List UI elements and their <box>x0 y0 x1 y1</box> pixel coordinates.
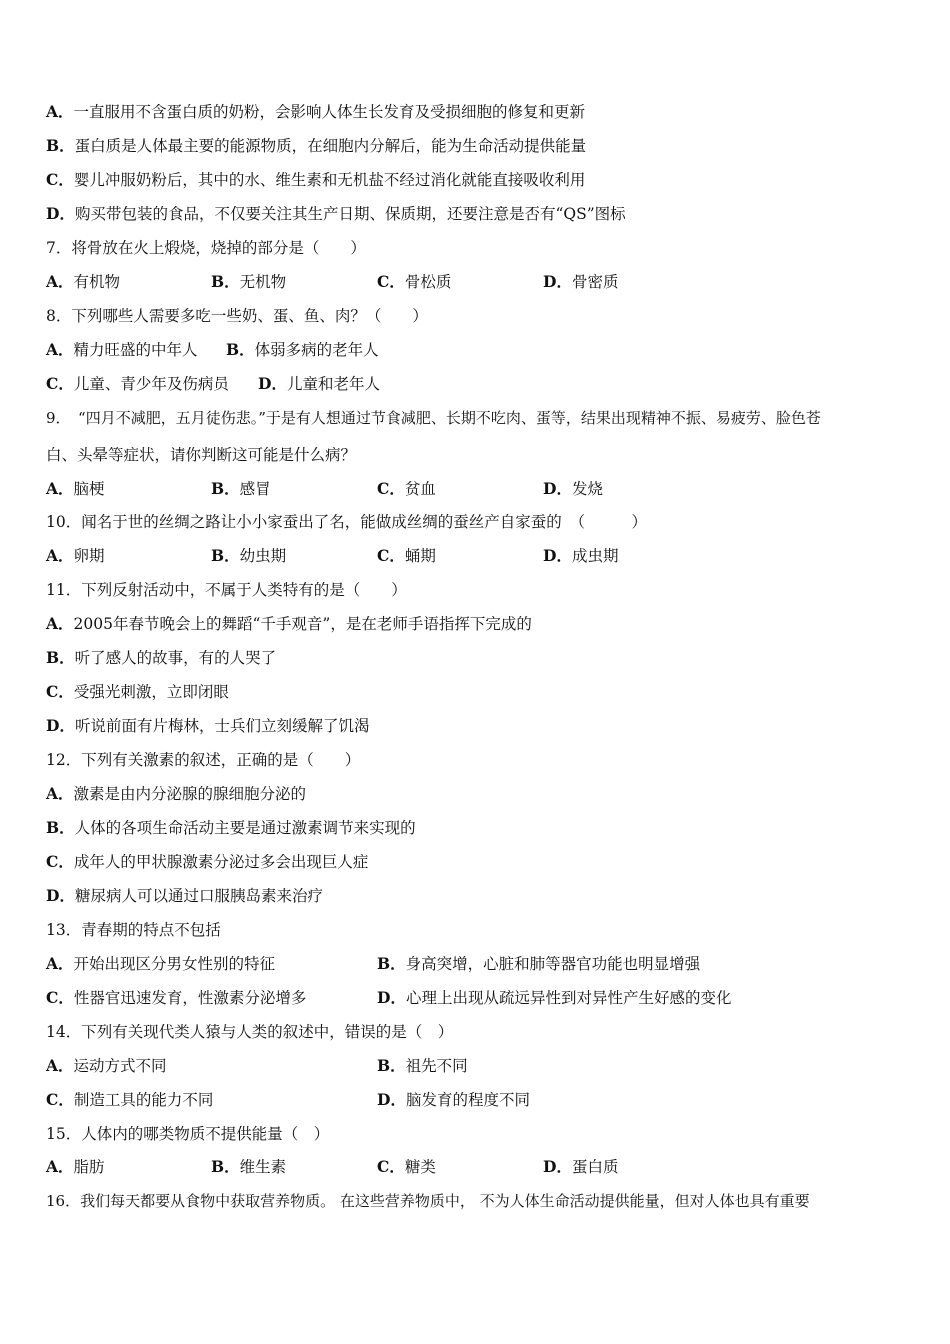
q10-options-row <box>46 544 906 568</box>
q12-option-a <box>46 782 306 806</box>
option-letter: D． <box>377 1090 406 1109</box>
option-letter: B． <box>211 546 240 565</box>
q15-option-c <box>377 1155 436 1179</box>
option-text: 2005年春节晚会上的舞蹈“千手观音”，是在老师手语指挥下完成的 <box>73 615 532 633</box>
option-text: 体弱多病的老年人 <box>254 341 379 359</box>
option-letter: C． <box>46 852 74 871</box>
q7-option-b <box>211 270 286 294</box>
q15-option-d <box>543 1155 618 1179</box>
option-text: 糖尿病人可以通过口服胰岛素来治疗 <box>74 887 323 905</box>
option-letter: D． <box>543 546 572 565</box>
option-text: 性器官迅速发育，性激素分泌增多 <box>73 989 307 1007</box>
option-text: 运动方式不同 <box>73 1057 167 1075</box>
option-letter: A． <box>46 954 74 973</box>
q15-option-b <box>211 1155 286 1179</box>
option-letter: B． <box>46 136 75 155</box>
option-text: 开始出现区分男女性别的特征 <box>73 955 276 973</box>
option-letter: C． <box>46 170 74 189</box>
q6-option-c <box>46 168 585 192</box>
option-text: 儿童、青少年及伤病员 <box>73 375 229 393</box>
option-letter: C． <box>377 546 405 565</box>
q14-option-a <box>46 1054 167 1078</box>
q12-option-d <box>46 884 323 908</box>
option-letter: A． <box>46 614 74 633</box>
option-text: 祖先不同 <box>405 1057 468 1075</box>
option-text: 蛹期 <box>404 547 436 565</box>
option-letter: D． <box>46 204 75 223</box>
q11-option-d <box>46 714 369 738</box>
option-text: 卵期 <box>73 547 105 565</box>
option-text: 无机物 <box>239 273 287 291</box>
option-letter: C． <box>46 988 74 1007</box>
option-text: 精力旺盛的中年人 <box>73 341 198 359</box>
q13-stem: 13．青春期的特点不包括 <box>46 921 221 939</box>
q7-options-row <box>46 270 906 294</box>
q9-option-b <box>211 477 271 501</box>
q8-stem: 8．下列哪些人需要多吃一些奶、蛋、鱼、肉？（ ） <box>46 307 428 325</box>
option-text: 贫血 <box>404 480 436 498</box>
q9-stem-line-2: 白、头晕等症状，请你判断这可能是什么病？ <box>46 446 357 464</box>
option-letter: A． <box>46 102 74 121</box>
option-text: 维生素 <box>239 1158 287 1176</box>
q13-options-row-2 <box>46 986 906 1010</box>
option-letter: C． <box>46 1090 74 1109</box>
option-text: 脑梗 <box>73 480 105 498</box>
q14-option-d <box>377 1088 530 1112</box>
q11-stem: 11．下列反射活动中，不属于人类特有的是（ ） <box>46 581 407 599</box>
option-letter: D． <box>377 988 406 1007</box>
q16-stem: 16．我们每天都要从食物中获取营养物质。 在这些营养物质中， 不为人体生命活动提供能量，但对人体也具有重要 <box>46 1192 810 1210</box>
q7-option-c <box>377 270 451 294</box>
q8-option-c <box>46 372 229 396</box>
option-letter: A． <box>46 340 74 359</box>
q7-stem: 7．将骨放在火上煅烧，烧掉的部分是（ ） <box>46 239 366 257</box>
q7-option-d <box>543 270 618 294</box>
q8-options-row-1 <box>46 338 906 362</box>
option-letter: C． <box>46 374 74 393</box>
option-text: 骨松质 <box>404 273 452 291</box>
option-text: 骨密质 <box>571 273 619 291</box>
q13-options-row-1 <box>46 952 906 976</box>
option-text: 一直服用不含蛋白质的奶粉，会影响人体生长发育及受损细胞的修复和更新 <box>73 103 586 121</box>
q13-option-a <box>46 952 275 976</box>
q6-option-d <box>46 202 626 226</box>
option-letter: C． <box>377 272 405 291</box>
q15-stem: 15．人体内的哪类物质不提供能量（ ） <box>46 1125 330 1143</box>
option-text: 激素是由内分泌腺的腺细胞分泌的 <box>73 785 307 803</box>
option-text: 制造工具的能力不同 <box>73 1091 214 1109</box>
option-letter: A． <box>46 1056 74 1075</box>
q14-options-row-2 <box>46 1088 906 1112</box>
q6-option-b <box>46 134 586 158</box>
option-letter: D． <box>543 479 572 498</box>
option-letter: A． <box>46 784 74 803</box>
option-letter: B． <box>46 818 75 837</box>
option-letter: B． <box>46 648 75 667</box>
option-text: 人体的各项生命活动主要是通过激素调节来实现的 <box>74 819 416 837</box>
option-text: 有机物 <box>73 273 121 291</box>
option-text: 发烧 <box>571 480 603 498</box>
q9-option-c <box>377 477 436 501</box>
option-text: 儿童和老年人 <box>286 375 380 393</box>
q10-option-d <box>543 544 618 568</box>
q8-options-row-2 <box>46 372 906 396</box>
option-letter: A． <box>46 546 74 565</box>
q9-option-a <box>46 477 105 501</box>
q8-option-d <box>258 372 380 396</box>
option-text: 蛋白质 <box>571 1158 619 1176</box>
option-letter: B． <box>377 1056 406 1075</box>
q9-stem-line-1: 9． “四月不减肥，五月徒伤悲。”于是有人想通过节食减肥、长期不吃肉、蛋等，结果出现精神不振、易疲劳、脸色苍 <box>46 409 821 427</box>
option-letter: B． <box>226 340 255 359</box>
q7-option-a <box>46 270 120 294</box>
option-letter: A． <box>46 1157 74 1176</box>
option-text: 购买带包装的食品，不仅要关注其生产日期、保质期，还要注意是否有“QS”图标 <box>74 205 626 223</box>
option-letter: B． <box>211 1157 240 1176</box>
option-text: 受强光刺激，立即闭眼 <box>73 683 229 701</box>
q8-option-b <box>226 338 379 362</box>
option-text: 脂肪 <box>73 1158 105 1176</box>
option-text: 幼虫期 <box>239 547 287 565</box>
option-letter: B． <box>211 479 240 498</box>
option-text: 脑发育的程度不同 <box>405 1091 530 1109</box>
q15-options-row <box>46 1155 906 1179</box>
q10-stem: 10．闻名于世的丝绸之路让小小家蚕出了名，能做成丝绸的蚕丝产自家蚕的 （ ） <box>46 513 647 531</box>
q14-options-row-1 <box>46 1054 906 1078</box>
q12-stem: 12．下列有关激素的叙述，正确的是（ ） <box>46 751 361 769</box>
q9-option-d <box>543 477 603 501</box>
option-text: 成年人的甲状腺激素分泌过多会出现巨人症 <box>73 853 369 871</box>
option-text: 蛋白质是人体最主要的能源物质，在细胞内分解后，能为生命活动提供能量 <box>74 137 587 155</box>
q10-option-b <box>211 544 286 568</box>
q12-option-c <box>46 850 368 874</box>
option-letter: D． <box>543 1157 572 1176</box>
q11-option-b <box>46 646 276 670</box>
q13-option-b <box>377 952 700 976</box>
q9-options-row <box>46 477 906 501</box>
option-letter: A． <box>46 479 74 498</box>
option-letter: D． <box>258 374 287 393</box>
option-text: 婴儿冲服奶粉后，其中的水、维生素和无机盐不经过消化就能直接吸收利用 <box>73 171 586 189</box>
q15-option-a <box>46 1155 105 1179</box>
q8-option-a <box>46 338 198 362</box>
option-text: 听了感人的故事，有的人哭了 <box>74 649 277 667</box>
q10-option-c <box>377 544 436 568</box>
option-text: 成虫期 <box>571 547 619 565</box>
q11-option-a <box>46 612 532 636</box>
option-letter: D． <box>543 272 572 291</box>
q11-option-c <box>46 680 229 704</box>
q14-stem: 14．下列有关现代类人猿与人类的叙述中，错误的是（ ） <box>46 1023 454 1041</box>
option-letter: C． <box>46 682 74 701</box>
q14-option-b <box>377 1054 468 1078</box>
option-text: 感冒 <box>239 480 271 498</box>
option-letter: B． <box>377 954 406 973</box>
q6-option-a <box>46 100 585 124</box>
q13-option-d <box>377 986 731 1010</box>
option-letter: D． <box>46 716 75 735</box>
q13-option-c <box>46 986 306 1010</box>
option-letter: A． <box>46 272 74 291</box>
q12-option-b <box>46 816 416 840</box>
option-letter: D． <box>46 886 75 905</box>
option-letter: B． <box>211 272 240 291</box>
q10-option-a <box>46 544 105 568</box>
option-text: 糖类 <box>404 1158 436 1176</box>
option-text: 身高突增，心脏和肺等器官功能也明显增强 <box>405 955 701 973</box>
option-letter: C． <box>377 1157 405 1176</box>
option-text: 心理上出现从疏远异性到对异性产生好感的变化 <box>405 989 732 1007</box>
option-text: 听说前面有片梅林，士兵们立刻缓解了饥渴 <box>74 717 370 735</box>
q14-option-c <box>46 1088 213 1112</box>
option-letter: C． <box>377 479 405 498</box>
